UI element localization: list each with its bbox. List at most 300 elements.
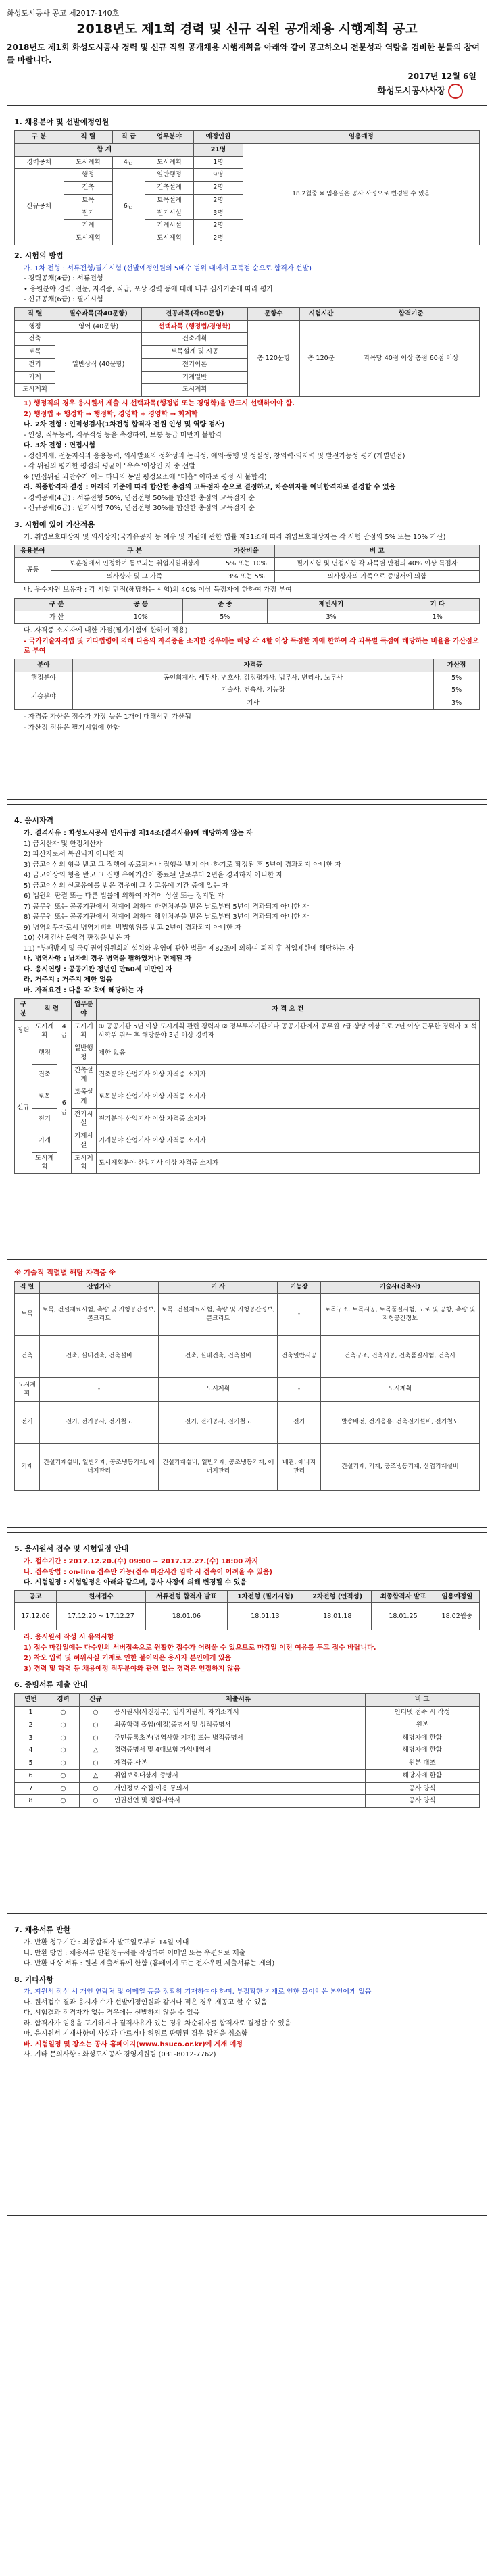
cell: 토목 xyxy=(32,1086,57,1109)
cell: 6 xyxy=(15,1769,47,1782)
s5-item: 다. 시험일정 : 시험일정은 아래와 같으며, 공사 사정에 의해 변경될 수 있음 xyxy=(24,1579,247,1586)
cell: 일반행정 xyxy=(145,169,194,182)
table-row xyxy=(15,1064,480,1086)
cell: - xyxy=(278,1378,320,1402)
cell: 영어 (40문항) xyxy=(55,320,142,333)
cell: 전기시설 xyxy=(145,207,194,220)
cell: 행정분야 xyxy=(15,672,73,684)
cell: 기술사, 건축사, 기능장 xyxy=(72,684,434,697)
s2-item: ※ (면접위원 과반수가 어느 하나의 동일 평정요소에 "미흡" 이하로 평정 시 불합격) xyxy=(24,473,267,481)
cell: 전기 xyxy=(15,358,55,371)
cell: 공사 양식 xyxy=(365,1782,479,1795)
s5-item: 3) 경력 및 학력 등 채용예정 직무분야와 관련 없는 경력은 인정하지 않음 xyxy=(24,1665,241,1673)
certificate-table xyxy=(14,659,480,710)
cell: 3% xyxy=(267,611,395,624)
col-header: 구 분 xyxy=(51,545,218,558)
section-box-3 xyxy=(7,1259,487,1528)
s4-list-item: 4) 금고이상의 형을 받고 그 집행 유예기간이 종료된 날로부터 2년을 경과하지 아니한 자 xyxy=(24,872,283,879)
table-row xyxy=(15,611,480,624)
cell: 해당자에 한함 xyxy=(365,1732,479,1744)
s7-item: 가. 반환 청구기간 : 최종합격자 발표일로부터 14일 이내 xyxy=(24,1939,189,1946)
cell: 필기시험 및 면접시험 각 과목별 만점의 40% 이상 득점자 xyxy=(274,557,479,570)
table-row xyxy=(15,1732,480,1744)
exam-note-2: 2) 행정법 + 행정학 → 행정학, 경영학 + 경영학 → 회계학 xyxy=(24,410,198,418)
cell: 5% xyxy=(434,684,480,697)
cell: 도시계획 xyxy=(15,1378,40,1402)
table-row xyxy=(15,1130,480,1153)
cell: 1 xyxy=(15,1706,47,1719)
col-header: 제출서류 xyxy=(112,1694,366,1707)
s4-item: 라. 거주지 : 거주지 제한 없음 xyxy=(24,976,113,984)
col-header: 직 렬 xyxy=(15,1282,40,1294)
section-box-2 xyxy=(7,804,487,1255)
cell: ○ xyxy=(47,1795,80,1808)
schedule-table xyxy=(14,1590,480,1631)
cell: 9명 xyxy=(194,169,243,182)
cell: 건축 xyxy=(15,1336,40,1378)
s2-item: 가. 1차 전형 : 서류전형/필기시험 (선발예정인원의 5배수 범위 내에서 고득점 순으로 합격자 선발) xyxy=(24,264,312,272)
s3-item: - 자격증 가산은 점수가 가장 높은 1개에 대해서만 가산됨 xyxy=(24,713,191,722)
s4-item: 가. 결격사유 : 화성도시공사 인사규정 제14조(결격사유)에 해당하지 않는 자 xyxy=(24,830,253,837)
cell: 가 산 xyxy=(15,611,99,624)
cell: 토목 xyxy=(15,1294,40,1336)
cell: 행정 xyxy=(15,320,55,333)
recruitment-table xyxy=(14,130,480,245)
s8-item: 라. 합격자가 임용을 포기하거나 결격사유가 있는 경우 차순위자를 합격자로 결정할 수 있음 xyxy=(24,2019,291,2027)
s2-item: - 신규공채(6급) : 필기시험 70%, 면접전형 30%를 합산한 총점의 고득점자 순 xyxy=(24,505,255,513)
cell: 18.01.18 xyxy=(303,1603,372,1630)
col-header: 직 급 xyxy=(113,131,145,144)
s4-list-item: 10) 신체검사 불합격 판정을 받은 자 xyxy=(24,934,131,942)
cell: 6급 xyxy=(113,169,145,245)
cell: 기계시설 xyxy=(71,1130,96,1153)
table-row xyxy=(15,1757,480,1770)
cell: 경력증명서 및 4대보험 가입내역서 xyxy=(112,1744,366,1757)
cell: 18.02월중 xyxy=(435,1603,479,1630)
cell: 5 xyxy=(15,1757,47,1770)
s2-item: 나. 2차 전형 : 인적성검사(1차전형 합격자 전원 인성 및 역량 검사) xyxy=(24,421,225,429)
s3-item: 가. 취업보호대상자 및 의사상자(국가유공자 등 예우 및 지원에 관한 법률 제31조에 따라 취업보호대상자는 각 시험 만점의 5% 또는 10% 가산) xyxy=(24,533,446,541)
table-row xyxy=(15,1769,480,1782)
col-header: 연번 xyxy=(15,1694,47,1707)
section-6-heading: 6. 증빙서류 제출 안내 xyxy=(14,1680,88,1690)
cell: 총 120분 xyxy=(299,320,343,397)
col-header: 준 중 xyxy=(183,598,268,611)
col-header: 자격증 xyxy=(72,659,434,672)
col-header: 예정인원 xyxy=(194,131,243,144)
table-row xyxy=(15,1444,480,1491)
cell: - xyxy=(278,1294,320,1336)
notice-intro: 2018년도 제1회 화성도시공사 경력 및 신규 직원 공개채용 시행계획을 아래와 같이 공고하오니 전문성과 역량을 겸비한 분들의 참여를 바랍니다. xyxy=(7,43,480,66)
cell: 17.12.06 xyxy=(15,1603,57,1630)
cell: 일반행정 xyxy=(71,1042,96,1065)
notice-number: 화성도시공사 공고 제2017-140호 xyxy=(7,9,120,18)
cell: 전기 xyxy=(32,1108,57,1130)
cell: 경력공채 xyxy=(15,156,64,169)
cell: 4급 xyxy=(113,156,145,169)
cell: 기계일반 xyxy=(142,371,248,384)
cell: 공인회계사, 세무사, 변호사, 감정평가사, 법무사, 변리사, 노무사 xyxy=(72,672,434,684)
cell: 의사상자 및 그 가족 xyxy=(51,570,218,583)
s2-item: - 각 위원의 평가한 평점의 평균이 "우수"이상인 자 중 선발 xyxy=(24,463,195,471)
col-header: 서류전형 합격자 발표 xyxy=(146,1590,228,1603)
table-row xyxy=(15,1744,480,1757)
cell: 개인정보 수집·이용 동의서 xyxy=(112,1782,366,1795)
s2-item: 라. 최종합격자 결정 : 아래의 기준에 따라 합산한 총점의 고득점자 순으로 결정하고, 차순위자를 예비합격자로 결정할 수 있음 xyxy=(24,484,396,492)
table-row xyxy=(15,1294,480,1336)
cell: ○ xyxy=(80,1706,112,1719)
cell: 최종학력 졸업(예정)증명서 및 성적증명서 xyxy=(112,1719,366,1732)
table-row xyxy=(15,1402,480,1444)
s4-list-item: 1) 금치산자 및 한정치산자 xyxy=(24,840,103,848)
notice-title: 2018년도 제1회 경력 및 신규 직원 공개채용 시행계획 공고 xyxy=(76,21,418,36)
resource-table xyxy=(14,598,480,624)
cell: △ xyxy=(80,1744,112,1757)
table-row xyxy=(15,1782,480,1795)
cell: 일반상식 (40문항) xyxy=(55,333,142,397)
col-header: 가산점 xyxy=(434,659,480,672)
cell: 건축설계 xyxy=(145,182,194,195)
cell: 신규공채 xyxy=(15,169,64,245)
cell: 10% xyxy=(99,611,183,624)
cell: 자격증 사본 xyxy=(112,1757,366,1770)
col-header: 2차전형 (인적성) xyxy=(303,1590,372,1603)
cell: 건축일반시공 xyxy=(278,1336,320,1378)
total-label: 합 계 xyxy=(15,143,194,156)
cell: 2명 xyxy=(194,194,243,207)
notice-issuer xyxy=(7,84,463,99)
cell: 해당자에 한함 xyxy=(365,1744,479,1757)
table-row xyxy=(15,1086,480,1109)
col-header: 산업기사 xyxy=(39,1282,158,1294)
cell: 전기분야 산업기사 이상 자격증 소지자 xyxy=(96,1108,479,1130)
cell: 3 xyxy=(15,1732,47,1744)
cell: 5% xyxy=(434,672,480,684)
cell: 기계분야 산업기사 이상 자격증 소지자 xyxy=(96,1130,479,1153)
cell: 취업보호대상자 증명서 xyxy=(112,1769,366,1782)
cell: 의사상자의 가족으로 증명서에 의함 xyxy=(274,570,479,583)
section-box-4 xyxy=(7,1532,487,1909)
cell: 토목분야 산업기사 이상 자격증 소지자 xyxy=(96,1086,479,1109)
s8-item: 바. 시험일정 및 장소는 공사 홈페이지(www.hsuco.or.kr)에 게재 예정 xyxy=(24,2040,243,2048)
table-row xyxy=(15,1108,480,1130)
cell: 공사 양식 xyxy=(365,1795,479,1808)
col-header: 분야 xyxy=(15,659,73,672)
cell: 도시계획 xyxy=(32,1152,57,1174)
table-row xyxy=(15,1603,480,1630)
cell: 공통 xyxy=(15,557,51,583)
exam-subject-table xyxy=(14,307,480,397)
cell: 3명 xyxy=(194,207,243,220)
col-header: 직 렬 xyxy=(64,131,113,144)
col-header: 1차전형 (필기시험) xyxy=(227,1590,303,1603)
cell: 행정 xyxy=(64,169,113,182)
cell: 도시계획 xyxy=(145,232,194,245)
s4-item: 나. 병역사항 : 남자의 경우 병역을 필하였거나 면제된 자 xyxy=(24,955,192,963)
table-row xyxy=(15,557,480,570)
section-7-heading: 7. 채용서류 반환 xyxy=(14,1925,71,1935)
cell: 토목, 건설재료시험, 측량 및 지형공간정보, 콘크리트 xyxy=(39,1294,158,1336)
col-header: 기능장 xyxy=(278,1282,320,1294)
cell: 발송배전, 전기응용, 건축전기설비, 전기철도 xyxy=(320,1402,479,1444)
cell: 3% 또는 5% xyxy=(218,570,275,583)
col-header: 최종합격자 발표 xyxy=(372,1590,435,1603)
cell: 4급 xyxy=(57,1020,71,1042)
appoint-note: 18.2월중 ※ 임용일은 공사 사정으로 변경될 수 있음 xyxy=(243,143,479,245)
s8-item: 나. 원서접수 결과 응시자 수가 선발예정인원과 같거나 적은 경우 재공고 할 수 있음 xyxy=(24,1998,268,2006)
s2-item: - 정신자세, 전문지식과 응용능력, 의사발표의 정확성과 논리성, 예의·품행 및 성실성, 창의력·의지력 및 발전가능성 평가(개별면접) xyxy=(24,452,405,460)
cell: 건설기계설비, 일반기계, 공조냉동기계, 에너지관리 xyxy=(39,1444,158,1491)
section-4-heading: 4. 응시자격 xyxy=(14,816,54,826)
s4-list-item: 8) 공무원 또는 공공기관에서 징계에 의하여 해임처분을 받은 날로부터 3년이 경과되지 아니한 자 xyxy=(24,913,309,921)
official-seal-icon xyxy=(448,84,463,99)
qualification-table xyxy=(14,998,480,1174)
table-row xyxy=(15,320,480,333)
notice-date: 2017년 12월 6일 xyxy=(407,71,476,81)
table-row xyxy=(15,697,480,710)
cell: 건축구조, 건축시공, 건축품질시험, 건축사 xyxy=(320,1336,479,1378)
cell: △ xyxy=(80,1769,112,1782)
cell: 건축 xyxy=(32,1064,57,1086)
cell: 토목설계 및 시공 xyxy=(142,346,248,359)
s5-item: 라. 응시원서 작성 시 유의사항 xyxy=(24,1634,114,1642)
section-5-heading: 5. 응시원서 접수 및 시험일정 안내 xyxy=(14,1544,129,1554)
cell: 2명 xyxy=(194,232,243,245)
s3-item: 다. 자격증 소지자에 대한 가점(필기시험에 한하여 적용) xyxy=(24,627,188,635)
cell: 건축, 실내건축, 건축설비 xyxy=(159,1336,278,1378)
cell: 행정 xyxy=(32,1042,57,1065)
cell: ○ xyxy=(47,1744,80,1757)
s2-item: - 신규공채(6급) : 필기시험 xyxy=(24,296,103,304)
cell: 기계 xyxy=(32,1130,57,1153)
table-row xyxy=(15,1795,480,1808)
cell: 신규 xyxy=(15,1042,32,1174)
section-box-5 xyxy=(7,1913,487,2216)
cell: 건설기계설비, 일반기계, 공조냉동기계, 에너지관리 xyxy=(159,1444,278,1491)
col-header: 업무분야 xyxy=(145,131,194,144)
cell: ① 공공기관 5년 이상 도시계획 관련 경력자 ② 정부투자기관이나 공공기관에서 공무원 7급 상당 이상으로 2년 이상 근무한 경력자 ③ 석사학위 취득 후 해당분야 3년 이상 경력자 xyxy=(96,1020,479,1042)
cell: 건축 xyxy=(64,182,113,195)
s5-item: 1) 접수 마감일에는 다수인의 서버접속으로 원활한 접수가 어려울 수 있으므로 마감일 이전 여유를 두고 접수 바랍니다. xyxy=(24,1644,376,1652)
col-header: 기 타 xyxy=(395,598,480,611)
cell: ○ xyxy=(47,1719,80,1732)
cell: ○ xyxy=(47,1706,80,1719)
cell: 18.01.06 xyxy=(146,1603,228,1630)
exam-note-1: 1) 행정직의 경우 응시원서 제출 시 선택과목(행정법 또는 경영학)을 반드시 선택하여야 함. xyxy=(24,400,295,408)
section-2-heading: 2. 시험의 방법 xyxy=(14,251,64,260)
cell: 전기, 전기공사, 전기철도 xyxy=(39,1402,158,1444)
cell: 도시계획 xyxy=(320,1378,479,1402)
cell: 기계 xyxy=(64,220,113,232)
section-1-heading: 1. 채용분야 및 선발예정인원 xyxy=(14,118,109,127)
col-header: 업무분야 xyxy=(71,999,96,1021)
s2-item: - 경력공채(4급) : 서류전형 50%, 면접전형 50%를 합산한 총점의 고득점자 순 xyxy=(24,494,255,502)
col-header: 비 고 xyxy=(365,1694,479,1707)
cell: 도시계획 xyxy=(71,1152,96,1174)
cell: - xyxy=(39,1378,158,1402)
s8-item: 다. 시험결과 적격자가 없는 경우에는 선발하지 않을 수 있음 xyxy=(24,2009,200,2017)
cell: 도시계획 xyxy=(145,156,194,169)
table-row xyxy=(15,1378,480,1402)
col-header: 원서접수 xyxy=(56,1590,145,1603)
cell: 건축계획 xyxy=(142,333,248,346)
table-row xyxy=(15,1020,480,1042)
s4-item: 마. 자격요건 : 다음 각 호에 해당하는 자 xyxy=(24,986,144,994)
cell: 주민등록초본(병역사항 기재) 또는 병적증명서 xyxy=(112,1732,366,1744)
s3-item: 나. 우수자원 보유자 : 각 시험 만점(해당하는 시험)의 40% 이상 득점자에 한하여 가점 부여 xyxy=(24,586,292,595)
bonus-table xyxy=(14,545,480,583)
section-box-1 xyxy=(7,105,487,800)
cell: 도시계획분야 산업기사 이상 자격증 소지자 xyxy=(96,1152,479,1174)
cell: 토목 xyxy=(64,194,113,207)
section-3-heading: 3. 시험에 있어 가산적용 xyxy=(14,520,95,529)
cell: 전기 xyxy=(64,207,113,220)
col-header: 자 격 요 건 xyxy=(96,999,479,1021)
cell: 원본 대조 xyxy=(365,1757,479,1770)
cell: 2 xyxy=(15,1719,47,1732)
cell: 보훈청에서 인정하여 통보되는 취업지원대상자 xyxy=(51,557,218,570)
col-header: 구 분 xyxy=(15,131,64,144)
cell: ○ xyxy=(47,1732,80,1744)
col-header: 문항수 xyxy=(248,307,300,320)
cell: 건축설계 xyxy=(71,1064,96,1086)
s8-item: 사. 기타 문의사항 : 화성도시공사 경영지원팀 (031-8012-7762) xyxy=(24,2051,216,2059)
tech-cert-table xyxy=(14,1281,480,1491)
cell: 응시원서(사진첨부), 입사지원서, 자기소개서 xyxy=(112,1706,366,1719)
cell: 과목당 40점 이상 총점 60점 이상 xyxy=(343,320,479,397)
cell: 도시계획 xyxy=(32,1020,57,1042)
section-8-heading: 8. 기타사항 xyxy=(14,1975,54,1984)
cell: 원본 xyxy=(365,1719,479,1732)
cell: 6급 xyxy=(57,1042,71,1174)
cell: 기술분야 xyxy=(15,684,73,710)
cell: 건축 xyxy=(15,333,55,346)
s2-item: 다. 3차 전형 : 면접시험 xyxy=(24,442,95,450)
cell: 도시계획 xyxy=(64,156,113,169)
table-row xyxy=(15,1706,480,1719)
cell: 인권선언 및 청렴서약서 xyxy=(112,1795,366,1808)
notice-document xyxy=(7,0,487,2216)
s7-item: 다. 반환 대상 서류 : 원본 제출서류에 한함 (홈페이지 또는 전자우편 제출서류는 제외) xyxy=(24,1960,275,1967)
cell: 기계시설 xyxy=(145,220,194,232)
cell: 선택과목 (행정법/경영학) xyxy=(142,320,248,333)
col-header: 기술사(건축사) xyxy=(320,1282,479,1294)
cell: 도시계획 xyxy=(159,1378,278,1402)
cell: 5% xyxy=(183,611,268,624)
cell: ○ xyxy=(80,1732,112,1744)
col-header: 합격기준 xyxy=(343,307,479,320)
s5-item: 2) 착오 입력 및 허위사실 기재로 인한 불이익은 응시자 본인에게 있음 xyxy=(24,1655,232,1663)
cell: 1명 xyxy=(194,156,243,169)
cell: 전기 xyxy=(278,1402,320,1444)
col-header: 경력 xyxy=(47,1694,80,1707)
s5-item: 가. 접수기간 : 2017.12.20.(수) 09:00 ~ 2017.12.27.(수) 18:00 까지 xyxy=(24,1558,259,1565)
cell: 토목 xyxy=(15,346,55,359)
cell: 18.01.13 xyxy=(227,1603,303,1630)
s4-list-item: 11) "부패방지 및 국민권익위원회의 설치와 운영에 관한 법률" 제82조에 의하여 퇴직 후 취업제한에 해당하는 자 xyxy=(24,944,354,953)
tech-cert-heading: ※ 기술직 직렬별 해당 자격증 ※ xyxy=(14,1269,116,1278)
table-row xyxy=(15,1042,480,1065)
cell: ○ xyxy=(80,1719,112,1732)
cell: 토목, 건설재료시험, 측량 및 지형공간정보, 콘크리트 xyxy=(159,1294,278,1336)
s7-item: 나. 반환 방법 : 채용서류 반환청구서를 작성하여 이메일 또는 우편으로 제출 xyxy=(24,1949,246,1957)
cell: 전기, 전기공사, 전기철도 xyxy=(159,1402,278,1444)
cell: ○ xyxy=(80,1782,112,1795)
cell: 2명 xyxy=(194,220,243,232)
cell: 기계 xyxy=(15,371,55,384)
col-header: 구 분 xyxy=(15,999,32,1021)
col-header: 직 렬 xyxy=(32,999,71,1021)
cell: 5% 또는 10% xyxy=(218,557,275,570)
cell: 1% xyxy=(395,611,480,624)
col-header: 제빈사기 xyxy=(267,598,395,611)
cell: 제한 없음 xyxy=(96,1042,479,1065)
col-header: 임용예정일 xyxy=(435,1590,479,1603)
cell: ○ xyxy=(47,1769,80,1782)
cell: 건설기계, 기계, 공조냉동기계, 산업기계설비 xyxy=(320,1444,479,1491)
col-header: 공고 xyxy=(15,1590,57,1603)
cell: 17.12.20 ~ 17.12.27 xyxy=(56,1603,145,1630)
table-row xyxy=(15,1152,480,1174)
cell: 도시계획 xyxy=(142,384,248,397)
col-header: 구 분 xyxy=(15,598,99,611)
issuer-name: 화성도시공사사장 xyxy=(377,86,445,97)
col-header: 신규 xyxy=(80,1694,112,1707)
s4-list-item: 2) 파산자로서 복권되지 아니한 자 xyxy=(24,851,124,858)
cell: 기계 xyxy=(15,1444,40,1491)
col-header: 필수과목(각40문항) xyxy=(55,307,142,320)
cell: 경력 xyxy=(15,1020,32,1042)
cell: 배관, 에너지관리 xyxy=(278,1444,320,1491)
s8-item: 마. 응시원서 기재사항이 사실과 다르거나 허위로 판명된 경우 합격을 취소함 xyxy=(24,2030,248,2038)
col-header: 공 통 xyxy=(99,598,183,611)
col-header: 직 렬 xyxy=(15,307,55,320)
s2-item: - 경력공채(4급) : 서류전형 xyxy=(24,275,103,283)
s4-item: 다. 응시연령 : 공공기관 정년인 만60세 미만인 자 xyxy=(24,965,172,974)
s4-list-item: 6) 법원의 판결 또는 다른 법률에 의하여 자격이 상실 또는 정지된 자 xyxy=(24,892,224,900)
total-value: 21명 xyxy=(194,143,243,156)
s5-item: 나. 접수방법 : on-line 접수만 가능(접수 마감시간 임박 시 접속이 어려울 수 있음) xyxy=(24,1568,273,1576)
cell: 토목설계 xyxy=(71,1086,96,1109)
table-row xyxy=(15,1336,480,1378)
s2-item: • 응원분야 경력, 전문, 자격증, 직급, 포상 경력 등에 대해 내부 심사기준에 따라 평가 xyxy=(24,285,274,293)
cell: 도시계획 xyxy=(64,232,113,245)
col-header: 비 고 xyxy=(274,545,479,558)
s2-item: - 인성, 직무능력, 직무적성 등을 측정하여, 보통 등급 미만자 불합격 xyxy=(24,431,222,439)
s8-item: 가. 지원서 작성 시 개인 연락처 및 이메일 등을 정확히 기재하여야 하며, 부정확한 기재로 인한 불이익은 본인에게 있음 xyxy=(24,1988,372,1996)
col-header: 전공과목(각60문항) xyxy=(142,307,248,320)
cell: 18.01.25 xyxy=(372,1603,435,1630)
cell: 전기이론 xyxy=(142,358,248,371)
documents-table xyxy=(14,1693,480,1808)
cell: 기사 xyxy=(72,697,434,710)
cell: 토목설계 xyxy=(145,194,194,207)
cell: 전기 xyxy=(15,1402,40,1444)
cell: 건축, 실내건축, 건축설비 xyxy=(39,1336,158,1378)
table-row xyxy=(15,672,480,684)
cell: 4 xyxy=(15,1744,47,1757)
cell: ○ xyxy=(47,1757,80,1770)
s4-list-item: 3) 금고이상의 형을 받고 그 집행이 종료되거나 집행을 받지 아니하기로 확정된 후 5년이 경과되지 아니한 자 xyxy=(24,861,342,869)
cell: 총 120문항 xyxy=(248,320,300,397)
s4-list-item: 7) 공무원 또는 공공기관에서 징계에 의하여 파면처분을 받은 날로부터 5년이 경과되지 아니한 자 xyxy=(24,903,309,911)
cell: 인터넷 접수 시 작성 xyxy=(365,1706,479,1719)
table-row xyxy=(15,570,480,583)
s4-list-item: 5) 금고이상의 선고유예를 받은 경우에 그 선고유예 기간 중에 있는 자 xyxy=(24,882,228,890)
cell: 3% xyxy=(434,697,480,710)
cell: ○ xyxy=(47,1782,80,1795)
cell: 7 xyxy=(15,1782,47,1795)
